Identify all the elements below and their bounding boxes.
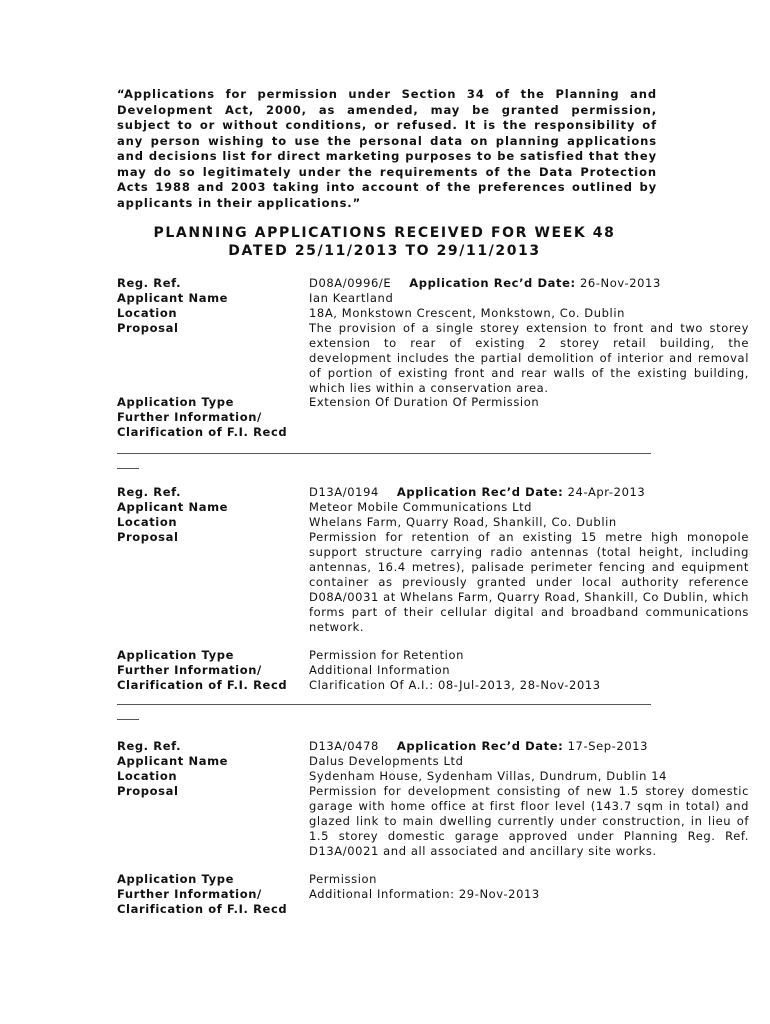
location-label: Location [117, 769, 178, 783]
location-label: Location [117, 306, 178, 320]
applicant-name-label: Applicant Name [117, 500, 229, 514]
reg-ref-value [309, 739, 749, 754]
application-type-value: Permission for Retention [309, 648, 464, 662]
application-record-1 [117, 276, 750, 446]
reg-ref-number: D08A/0996/E [309, 276, 392, 290]
reg-ref-number: D13A/0478 [309, 739, 379, 753]
data-protection-notice: “Applications for permission under Section 34 of the Planning and Development Act, 2000, as amended, may be granted permission, subject to or without conditions, or refused. It is the responsibility of any person wishing to use the personal data on planning applications and decisions list for direct marketing purposes to be satisfied that they may do so legitimately under the requirements of the Data Protection Acts 1988 and 2003 taking into account of the preferences outlined by applicants in their applications.” [117, 87, 657, 210]
recd-date-label: Application Rec’d Date: [409, 276, 576, 290]
page-title [117, 224, 652, 260]
reg-ref-value [309, 276, 749, 291]
application-record-3 [117, 739, 750, 919]
title-line-1: PLANNING APPLICATIONS RECEIVED FOR WEEK 48 [153, 225, 616, 241]
clarification-label: Clarification of F.I. Recd [117, 902, 288, 916]
further-information-label: Further Information/ [117, 887, 262, 901]
further-information-value: Additional Information [309, 663, 451, 677]
title-line-2: DATED 25/11/2013 TO 29/11/2013 [228, 243, 541, 259]
recd-date-value: 17-Sep-2013 [567, 739, 649, 753]
reg-ref-label: Reg. Ref. [117, 739, 182, 753]
proposal-label: Proposal [117, 321, 179, 335]
applicant-name-value: Meteor Mobile Communications Ltd [309, 500, 533, 514]
proposal-value: Permission for development consisting of new 1.5 storey domestic garage with home office at first floor level (143.7 sqm in total) and glazed link to main dwelling currently under construction, in lieu of 1.5 storey domestic garage approved under Planning Reg. Ref. D13A/0021 and all associated and ancillary site works. [309, 784, 749, 858]
reg-ref-label: Reg. Ref. [117, 485, 182, 499]
proposal-value: The provision of a single storey extension to front and two storey extension to rear of existing 2 storey retail building, the development includes the partial demolition of interior and removal of portion of existing front and rear walls of the existing building, which lies within a conservation area. [309, 321, 749, 395]
application-type-label: Application Type [117, 395, 234, 409]
application-type-value: Permission [309, 872, 378, 886]
location-value: 18A, Monkstown Crescent, Monkstown, Co. Dublin [309, 306, 626, 320]
further-information-label: Further Information/ [117, 663, 262, 677]
proposal-label: Proposal [117, 530, 179, 544]
further-information-value: Additional Information: 29-Nov-2013 [309, 887, 540, 901]
reg-ref-number: D13A/0194 [309, 485, 379, 499]
recd-date-value: 26-Nov-2013 [579, 276, 661, 290]
applicant-name-value: Dalus Developments Ltd [309, 754, 464, 768]
location-label: Location [117, 515, 178, 529]
application-type-label: Application Type [117, 872, 234, 886]
location-value: Sydenham House, Sydenham Villas, Dundrum, Dublin 14 [309, 769, 668, 783]
proposal-label: Proposal [117, 784, 179, 798]
application-type-value: Extension Of Duration Of Permission [309, 395, 540, 409]
reg-ref-label: Reg. Ref. [117, 276, 182, 290]
clarification-label: Clarification of F.I. Recd [117, 425, 288, 439]
clarification-value: Clarification Of A.I.: 08-Jul-2013, 28-Nov-2013 [309, 678, 601, 692]
applicant-name-label: Applicant Name [117, 291, 229, 305]
clarification-label: Clarification of F.I. Recd [117, 678, 288, 692]
further-information-label: Further Information/ [117, 410, 262, 424]
location-value: Whelans Farm, Quarry Road, Shankill, Co. Dublin [309, 515, 617, 529]
record-divider [117, 697, 651, 720]
applicant-name-label: Applicant Name [117, 754, 229, 768]
record-divider [117, 446, 651, 469]
recd-date-value: 24-Apr-2013 [567, 485, 646, 499]
application-type-label: Application Type [117, 648, 234, 662]
recd-date-label: Application Rec’d Date: [396, 485, 564, 499]
applicant-name-value: Ian Keartland [309, 291, 394, 305]
reg-ref-value [309, 485, 749, 500]
recd-date-label: Application Rec’d Date: [396, 739, 564, 753]
proposal-value: Permission for retention of an existing 15 metre high monopole support structure carrying radio antennas (total height, including antennas, 16.4 metres), palisade perimeter fencing and equipment container as previously granted under local authority reference D08A/0031 at Whelans Farm, Quarry Road, Shankill, Co Dublin, which forms part of their cellular digital and broadband communications network. [309, 530, 749, 634]
application-record-2 [117, 485, 750, 695]
